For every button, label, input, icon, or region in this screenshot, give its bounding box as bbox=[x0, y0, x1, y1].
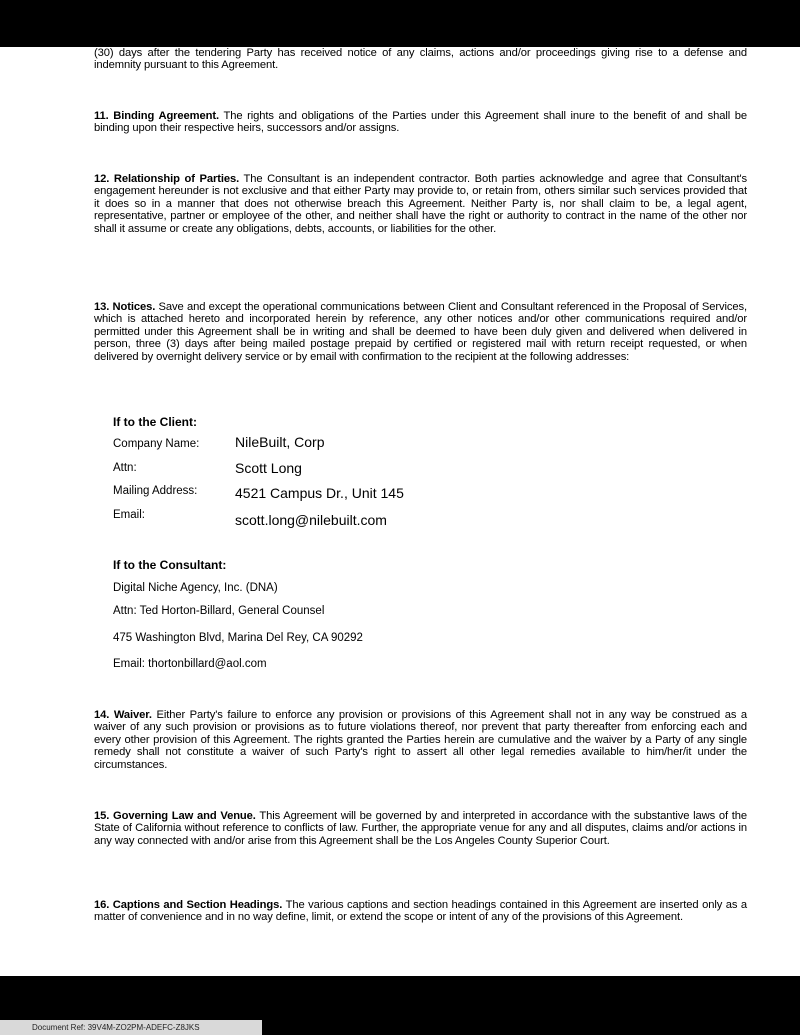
attn-label: Attn: bbox=[113, 462, 137, 474]
section-heading: 16. Captions and Section Headings. bbox=[94, 899, 283, 911]
consultant-name: Digital Niche Agency, Inc. (DNA) bbox=[113, 582, 278, 594]
section-body: The Consultant is an independent contractor. Both parties acknowledge and agree that Consultant's engagement hereunder is not exclusive and that either Party may provide to, or retain from, others similar such services provided that it does so in a manner that does not otherwise breach this Agreement. Neither Party is, nor shall claim to be, a legal agent, representative, partner or employee of the other, and neither shall have the right or authority to contract in the name of the other nor shall it assume or create any obligations, debts, accounts, or liabilities for the other. bbox=[94, 173, 747, 235]
section-heading: 14. Waiver. bbox=[94, 709, 152, 721]
consultant-address: 475 Washington Blvd, Marina Del Rey, CA 90292 bbox=[113, 632, 363, 644]
continuation-text: (30) days after the tendering Party has received notice of any claims, actions and/or proceedings giving rise to a defense and indemnity pursuant to this Agreement. bbox=[94, 47, 747, 72]
section-11-binding-agreement bbox=[94, 110, 747, 135]
section-body: The rights and obligations of the Parties under this Agreement shall inure to the benefit of and shall be binding upon their respective heirs, successors and/or assigns. bbox=[94, 110, 747, 135]
section-16-captions bbox=[94, 899, 747, 924]
section-continuation bbox=[94, 47, 747, 72]
section-13-notices bbox=[94, 301, 747, 363]
section-heading: 11. Binding Agreement. bbox=[94, 110, 220, 122]
section-15-governing-law bbox=[94, 810, 747, 847]
consultant-email: Email: thortonbillard@aol.com bbox=[113, 658, 267, 670]
mailing-address-value: 4521 Campus Dr., Unit 145 bbox=[235, 485, 404, 501]
section-heading: 15. Governing Law and Venue. bbox=[94, 810, 256, 822]
email-value: scott.long@nilebuilt.com bbox=[235, 512, 387, 528]
email-label: Email: bbox=[113, 509, 145, 521]
section-12-relationship bbox=[94, 173, 747, 235]
document-ref: Document Ref: 39V4M-ZO2PM-ADEFC-Z8JKS bbox=[0, 1020, 262, 1035]
section-14-waiver bbox=[94, 709, 747, 771]
top-black-bar bbox=[0, 0, 800, 47]
section-heading: 13. Notices. bbox=[94, 301, 156, 313]
section-body: Either Party's failure to enforce any provision or provisions of this Agreement shall not in any way be construed as a waiver of any such provision or provisions as to future violations thereof, nor prevent that party thereafter from enforcing each and every other provision of this Agreement. The rights granted the Parties herein are cumulative and the waiver by a Party of any single remedy shall not constitute a waiver of such Party's right to assert all other legal remedies available to him/her/it under the circumstances. bbox=[94, 709, 747, 771]
section-heading: 12. Relationship of Parties. bbox=[94, 173, 240, 185]
document-page bbox=[0, 47, 800, 976]
client-heading: If to the Client: bbox=[113, 415, 197, 429]
section-body: The various captions and section headings contained in this Agreement are inserted only as a matter of convenience and in no way define, limit, or extend the scope or intent of any of the provisions of this Agreement. bbox=[94, 899, 747, 924]
consultant-heading: If to the Consultant: bbox=[113, 558, 227, 572]
mailing-address-label: Mailing Address: bbox=[113, 485, 198, 497]
section-body: This Agreement will be governed by and interpreted in accordance with the substantive laws of the State of California without reference to conflicts of law. Further, the appropriate venue for any and all disputes, claims and/or actions in any way connected with and/or arise from this Agreement shall be the Los Angeles County Superior Court. bbox=[94, 810, 748, 847]
section-body: Save and except the operational communications between Client and Consultant referenced in the Proposal of Services, which is attached hereto and incorporated herein by reference, any other notices and/or other communications required and/or permitted under this Agreement shall be in writing and shall be deemed to have been duly given and delivered when delivered in person, three (3) days after being mailed postage prepaid by certified or registered mail with return receipt requested, or when delivered by overnight delivery service or by email with confirmation to the recipient at the following addresses: bbox=[94, 301, 747, 363]
company-name-value: NileBuilt, Corp bbox=[235, 434, 325, 450]
consultant-attn: Attn: Ted Horton-Billard, General Counsel bbox=[113, 605, 325, 617]
attn-value: Scott Long bbox=[235, 460, 302, 476]
company-name-label: Company Name: bbox=[113, 438, 200, 450]
